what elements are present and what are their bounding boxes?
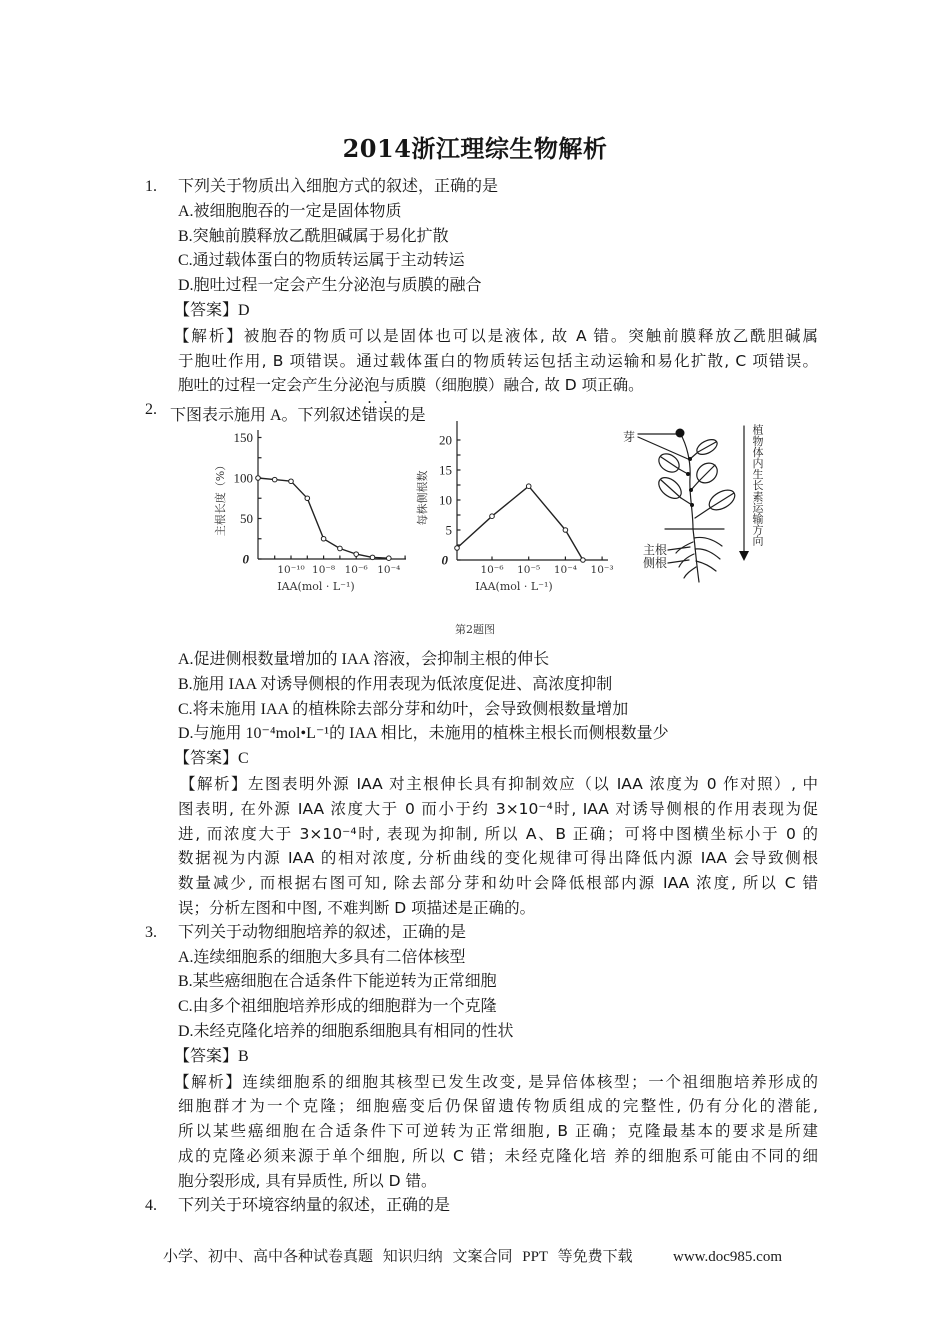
question-number: 2. bbox=[145, 401, 157, 419]
option-text: D.未经克隆化培养的细胞系细胞具有相同的性状 bbox=[178, 1022, 514, 1040]
option-text: B.某些癌细胞在合适条件下能逆转为正常细胞 bbox=[178, 973, 497, 991]
axillary-bud bbox=[686, 472, 690, 476]
chart-lateral-root-count bbox=[439, 421, 614, 576]
stem bbox=[680, 433, 693, 529]
leaf bbox=[655, 474, 692, 505]
data-point bbox=[321, 536, 326, 541]
y-axis-label: 每株侧根数 bbox=[416, 470, 429, 526]
option-c bbox=[0, 698, 950, 723]
y-tick-label: 0 bbox=[242, 551, 249, 567]
analysis-line bbox=[0, 896, 950, 921]
answer: 【答案】D bbox=[174, 301, 250, 319]
lateral-root bbox=[696, 561, 716, 571]
option-text: C.通过载体蛋白的物质转运属于主动转运 bbox=[178, 252, 465, 270]
data-point bbox=[256, 476, 261, 481]
x-tick-label: 10⁻⁸ bbox=[312, 564, 336, 576]
question-stem: 下列关于环境容纳量的叙述，正确的是 bbox=[178, 1196, 451, 1214]
lateral-root bbox=[684, 567, 696, 578]
stem-text: 的是 bbox=[393, 407, 426, 425]
analysis-line bbox=[0, 871, 950, 896]
analysis-line bbox=[0, 822, 950, 847]
option-text: A.被细胞胞吞的一定是固体物质 bbox=[178, 202, 402, 220]
lateral-root bbox=[694, 537, 722, 546]
analysis-line bbox=[0, 349, 950, 374]
x-tick-label: 10⁻⁴ bbox=[377, 564, 401, 576]
answer: 【答案】C bbox=[174, 750, 249, 768]
answer-line bbox=[0, 747, 950, 772]
x-tick-label: 10⁻¹⁰ bbox=[277, 564, 305, 576]
y-tick-label: 10 bbox=[439, 492, 452, 508]
analysis-text: 成的克隆必须来源于单个细胞, 所以 C 错；未经克隆化培 养的细胞系可能由不同的细 bbox=[178, 1146, 818, 1165]
option-c bbox=[0, 249, 950, 274]
analysis-line bbox=[0, 1119, 950, 1144]
analysis-line bbox=[0, 1094, 950, 1119]
answer-line bbox=[0, 1045, 950, 1070]
question-block-1 bbox=[0, 175, 950, 423]
chart-main-root-length bbox=[234, 430, 407, 576]
analysis-line bbox=[0, 1144, 950, 1169]
axillary-bud bbox=[689, 488, 693, 492]
analysis-text: 所以某些癌细胞在合适条件下可逆转为正常细胞, B 正确；克隆最基本的要求是所建 bbox=[178, 1122, 818, 1141]
x-tick-label: 10⁻³ bbox=[590, 564, 614, 576]
data-point bbox=[387, 556, 392, 561]
option-a bbox=[0, 648, 950, 673]
analysis-text: 图表明, 在外源 IAA 浓度大于 0 而小于约 3×10⁻⁴时, IAA 对诱导侧根的作用表现为促 bbox=[178, 799, 818, 818]
x-tick-label: 10⁻⁵ bbox=[517, 564, 541, 576]
y-axis-label: 主根长度（%） bbox=[214, 459, 227, 537]
analysis-text: 【解析】被胞吞的物质可以是固体也可以是液体, 故 A 错。突触前膜释放乙酰胆碱属 bbox=[174, 326, 818, 345]
analysis-text: 误；分析左图和中图, 不难判断 D 项描述是正确的。 bbox=[178, 898, 536, 917]
option-c bbox=[0, 995, 950, 1020]
data-point bbox=[338, 546, 343, 551]
question-number: 1. bbox=[145, 178, 157, 195]
figure-charts bbox=[200, 415, 620, 605]
analysis-text: 于胞吐作用, B 项错误。通过载体蛋白的物质转运包括主动运输和易化扩散, C 项错误。 bbox=[178, 351, 818, 370]
option-text: B.突触前膜释放乙酰胆碱属于易化扩散 bbox=[178, 227, 449, 245]
question-stem: 下列关于动物细胞培养的叙述，正确的是 bbox=[178, 923, 467, 941]
analysis-line bbox=[0, 373, 950, 398]
y-tick-label: 15 bbox=[439, 462, 452, 478]
analysis-line bbox=[0, 772, 950, 797]
page-footer bbox=[163, 1246, 783, 1268]
y-tick-label: 150 bbox=[233, 430, 253, 445]
question-number: 3. bbox=[145, 923, 157, 941]
stem-emphasis: 错误 bbox=[361, 407, 394, 425]
x-axis-label: IAA(mol · L⁻¹) bbox=[475, 580, 553, 593]
leaf bbox=[695, 486, 738, 518]
series-line bbox=[258, 478, 389, 558]
data-point bbox=[289, 479, 294, 484]
analysis-text: 进, 而浓度大于 3×10⁻⁴时, 表现为抑制, 所以 A、B 正确；可将中图横坐标小于 0 的 bbox=[178, 824, 818, 843]
page-title: 2014浙江理综生物解析 bbox=[342, 134, 608, 163]
x-axis-label: IAA(mol · L⁻¹) bbox=[277, 580, 355, 593]
lateral-root bbox=[695, 549, 720, 559]
option-a bbox=[0, 200, 950, 225]
analysis-text: 胞吐的过程一定会产生分泌泡与质膜（细胞膜）融合, 故 D 项正确。 bbox=[178, 376, 644, 395]
option-d bbox=[0, 1020, 950, 1045]
data-point bbox=[581, 558, 586, 563]
y-tick-label: 20 bbox=[439, 432, 452, 448]
arrow-head-icon bbox=[739, 551, 749, 561]
y-tick-label: 0 bbox=[441, 552, 448, 568]
y-tick-label: 5 bbox=[445, 522, 452, 538]
question-1-stem-line bbox=[0, 175, 950, 200]
analysis-text: 胞分裂形成, 具有异质性, 所以 D 错。 bbox=[178, 1171, 437, 1190]
data-point bbox=[563, 528, 568, 533]
axillary-bud bbox=[688, 457, 692, 461]
data-point bbox=[455, 546, 460, 551]
bud-pointer-line bbox=[638, 437, 688, 459]
bud-label: 芽 bbox=[623, 430, 636, 444]
question-block-2 bbox=[0, 648, 950, 1218]
option-text: C.将未施用 IAA 的植株除去部分芽和幼叶，会导致侧根数量增加 bbox=[178, 700, 629, 718]
leaf bbox=[655, 450, 688, 476]
option-text: D.与施用 10⁻⁴mol•L⁻¹的 IAA 相比，未施用的植株主根长而侧根数量少 bbox=[178, 725, 669, 743]
option-text: A.促进侧根数量增加的 IAA 溶液，会抑制主根的伸长 bbox=[178, 651, 550, 668]
y-tick-label: 50 bbox=[240, 511, 253, 526]
question-3-stem-line bbox=[0, 921, 950, 946]
data-point bbox=[370, 555, 375, 560]
x-tick-label: 10⁻⁶ bbox=[480, 564, 504, 576]
leaf bbox=[691, 459, 721, 490]
lateral-root-pointer-line bbox=[668, 560, 689, 563]
data-point bbox=[305, 496, 310, 501]
analysis-line bbox=[0, 1169, 950, 1194]
question-stem: 下列关于物质出入细胞方式的叙述，正确的是 bbox=[178, 178, 499, 195]
axillary-bud bbox=[690, 503, 694, 507]
x-tick-label: 10⁻⁴ bbox=[553, 564, 577, 576]
option-text: A.连续细胞系的细胞大多具有二倍体核型 bbox=[178, 948, 466, 966]
series-line bbox=[457, 486, 583, 560]
figure-caption: 第2题图 bbox=[455, 623, 495, 636]
answer: 【答案】B bbox=[174, 1047, 249, 1065]
question-4-stem-line bbox=[0, 1194, 950, 1219]
data-point bbox=[354, 552, 359, 557]
analysis-line bbox=[0, 797, 950, 822]
option-text: C.由多个祖细胞培养形成的细胞群为一个克隆 bbox=[178, 998, 497, 1016]
analysis-text: 数据视为内源 IAA 的相对浓度, 分析曲线的变化规律可得出降低内源 IAA 会导致侧根 bbox=[178, 849, 818, 868]
option-text: D.胞吐过程一定会产生分泌泡与质膜的融合 bbox=[178, 277, 482, 295]
lateral-root-label: 侧根 bbox=[643, 556, 668, 570]
option-d bbox=[0, 274, 950, 299]
analysis-text: 数量减少, 而根据右图可知, 除去部分芽和幼叶会降低根部内源 IAA 浓度, 所以 C 错 bbox=[178, 874, 818, 893]
question-number: 4. bbox=[145, 1196, 157, 1214]
answer-line bbox=[0, 299, 950, 324]
data-point bbox=[526, 484, 531, 489]
analysis-line bbox=[0, 324, 950, 349]
option-b bbox=[0, 673, 950, 698]
footer-text: 小学、初中、高中各种试卷真题 知识归纳 文案合同 PPT 等免费下载 bbox=[163, 1249, 633, 1265]
analysis-line bbox=[0, 846, 950, 871]
analysis-text: 细胞群才为一个克隆；细胞癌变后仍保留遗传物质组成的完整性, 仍有分化的潜能, bbox=[178, 1097, 818, 1116]
apical-bud bbox=[676, 429, 685, 438]
option-b bbox=[0, 970, 950, 995]
option-d bbox=[0, 722, 950, 747]
leaf bbox=[690, 437, 720, 459]
footer-url-link[interactable]: www.doc985.com bbox=[673, 1249, 783, 1265]
stem-text: 下图表示施用 A。下列叙述 bbox=[170, 407, 362, 425]
option-text: B.施用 IAA 对诱导侧根的作用表现为低浓度促进、高浓度抑制 bbox=[178, 675, 613, 693]
main-root-label: 主根 bbox=[643, 543, 668, 557]
x-tick-label: 10⁻⁶ bbox=[344, 564, 368, 576]
data-point bbox=[490, 514, 495, 519]
analysis-line bbox=[0, 1070, 950, 1095]
option-a bbox=[0, 946, 950, 971]
transport-direction-label: 植物体内生长素运输方向 bbox=[751, 424, 764, 547]
y-tick-label: 100 bbox=[233, 470, 253, 486]
data-point bbox=[272, 477, 277, 482]
analysis-text: 【解析】左图表明外源 IAA 对主根伸长具有抑制效应（以 IAA 浓度为 0 作对照）, 中 bbox=[180, 774, 818, 793]
analysis-text: 【解析】连续细胞系的细胞其核型已发生改变, 是异倍体核型；一个祖细胞培养形成的 bbox=[174, 1072, 818, 1091]
option-b bbox=[0, 225, 950, 250]
